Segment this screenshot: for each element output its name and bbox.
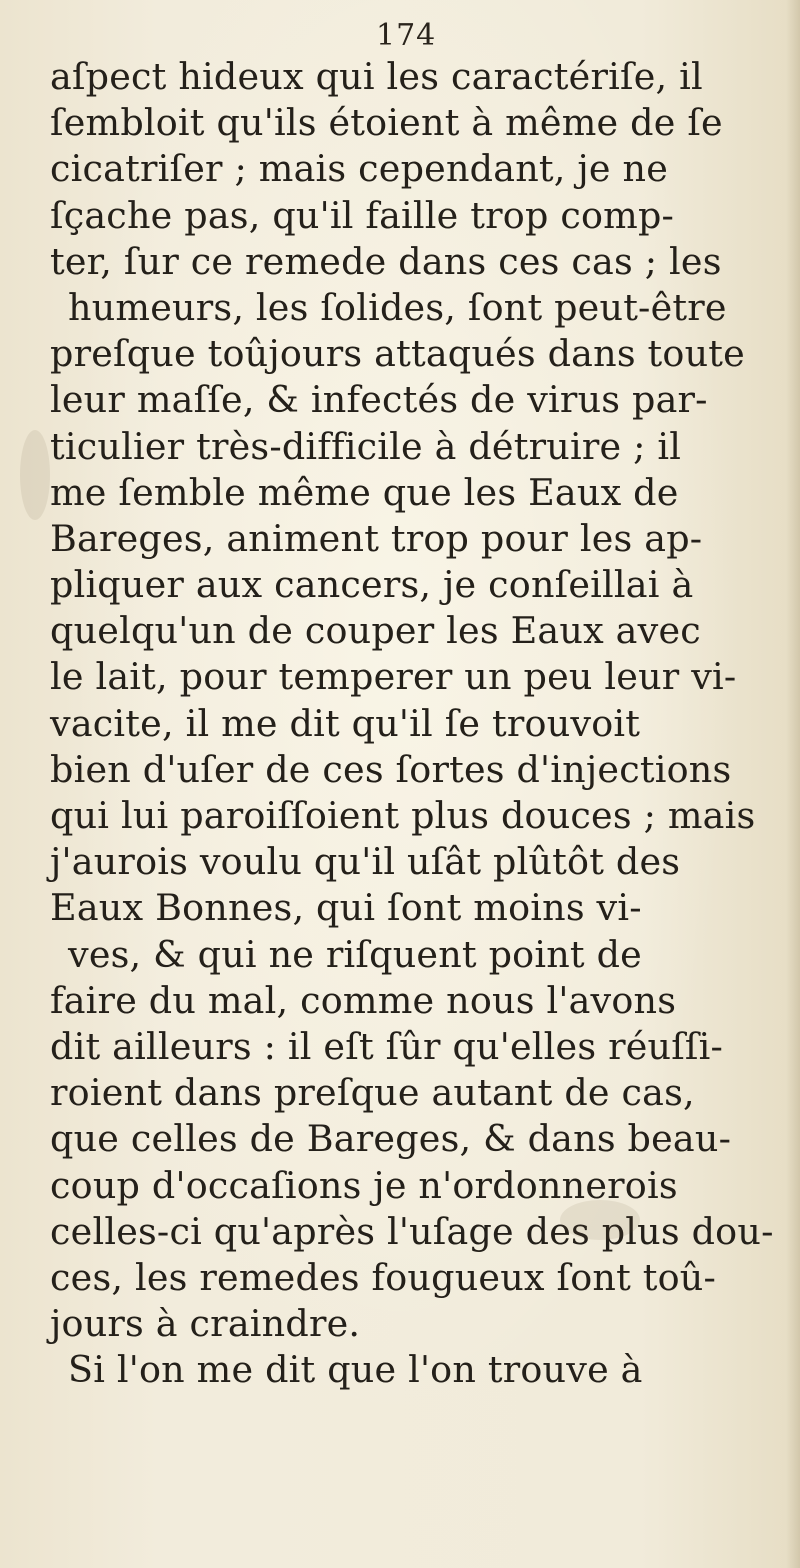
text-line: j'aurois voulu qu'il uſât plûtôt des <box>50 840 681 884</box>
text-line: le lait, pour temperer un peu leur vi- <box>50 655 737 699</box>
text-line: preſque toûjours attaqués dans toute <box>50 332 745 376</box>
text-line: roient dans preſque autant de cas, <box>50 1071 695 1115</box>
ink-smudge <box>560 1200 640 1240</box>
text-line: ter, ſur ce remede dans ces cas ; les <box>50 239 722 283</box>
body-text <box>50 54 774 1393</box>
text-line: ſembloit qu'ils étoient à même de ſe <box>50 101 723 145</box>
text-line: qui lui paroiſſoient plus douces ; mais <box>50 794 756 837</box>
text-line: Bareges, animent trop pour les ap- <box>50 516 703 560</box>
text-line: pliquer aux cancers, je conſeillai à <box>50 563 694 607</box>
text-line: me ſemble même que les Eaux de <box>50 470 679 514</box>
text-line: celles-ci qu'après l'uſage des plus dou- <box>50 1209 774 1253</box>
text-line: ces, les remedes fougueux ſont toû- <box>50 1255 717 1299</box>
text-line: que celles de Bareges, & dans beau- <box>50 1117 732 1161</box>
text-line: ſçache pas, qu'il faille trop comp- <box>50 193 675 237</box>
text-line: coup d'occaſions je n'ordonnerois <box>50 1163 678 1207</box>
text-line: ves, & qui ne riſquent point de <box>68 932 642 976</box>
page-number: 174 <box>376 18 437 53</box>
text-line: cicatriſer ; mais cependant, je ne <box>50 147 668 191</box>
text-line: bien d'uſer de ces ſortes d'injections <box>50 747 732 791</box>
text-line: quelqu'un de couper les Eaux avec <box>50 609 701 653</box>
text-line: dit ailleurs : il eſt ſûr qu'elles réuſſi- <box>50 1024 724 1068</box>
text-line: vacite, il me dit qu'il ſe trouvoit <box>50 701 641 745</box>
text-line: aſpect hideux qui les caractériſe, il <box>50 55 703 98</box>
page-edge-shadow <box>786 0 800 1568</box>
ink-smudge <box>20 430 50 520</box>
text-line: faire du mal, comme nous l'avons <box>50 978 677 1022</box>
text-line: ticulier très-difficile à détruire ; il <box>50 424 682 468</box>
text-line: jours à craindre. <box>50 1302 361 1346</box>
text-line: leur maſſe, & infectés de virus par- <box>50 378 708 422</box>
text-line: Si l'on me dit que l'on trouve à <box>68 1348 643 1392</box>
text-line: humeurs, les ſolides, ſont peut-être <box>68 285 727 329</box>
text-line: Eaux Bonnes, qui ſont moins vi- <box>50 886 642 930</box>
